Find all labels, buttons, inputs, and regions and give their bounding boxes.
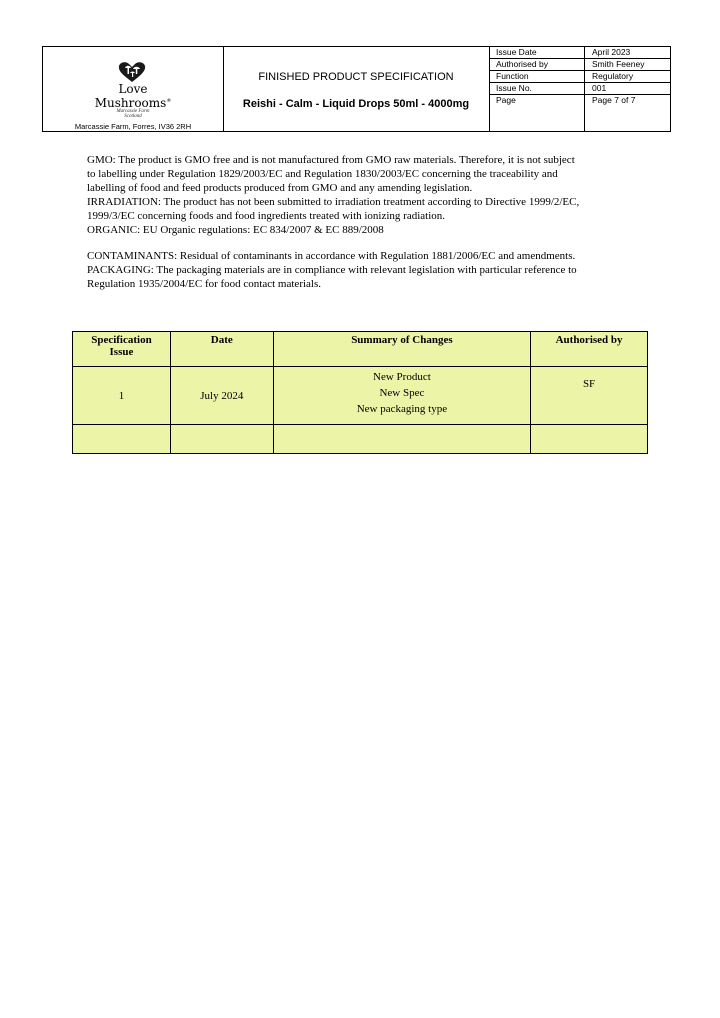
meta-value: 001 [592, 83, 607, 93]
column-header-summary: Summary of Changes [273, 332, 530, 367]
meta-label: Page [490, 95, 585, 131]
text-line: to labelling under Regulation 1829/2003/EC and Regulation 1830/2003/EC concerning the traceability and [87, 168, 558, 180]
logo-wordmark-mushrooms: Mushrooms® [94, 96, 172, 110]
change-history-table [72, 331, 648, 454]
column-header-date: Date [170, 332, 273, 367]
meta-value: Regulatory [592, 71, 634, 81]
meta-label: Function [490, 71, 585, 82]
text-line: IRRADIATION: The product has not been submitted to irradiation treatment according to Directive 1999/2/EC, [87, 196, 580, 208]
meta-label: Authorised by [490, 59, 585, 70]
empty-cell [531, 425, 648, 454]
meta-row-issue-date [490, 47, 670, 59]
mushroom-heart-logo-icon [117, 61, 147, 83]
meta-value: Smith Feeney [592, 59, 645, 69]
column-header-spec-issue: Specification Issue [73, 332, 171, 367]
logo-subtitle-farm: Marcassie Farm [116, 109, 150, 114]
meta-label: Issue Date [490, 47, 585, 58]
text-line: 1999/3/EC concerning foods and food ingredients treated with ionizing radiation. [87, 210, 446, 222]
table-row [73, 367, 648, 425]
text-line: labelling of food and feed products produced from GMO and any amending legislation. [87, 182, 473, 194]
document-header [42, 46, 671, 132]
empty-cell [273, 425, 530, 454]
cell-authorised-by: SF [531, 367, 648, 425]
regulatory-paragraph-gmo-irradiation-organic [87, 153, 647, 237]
summary-line: New packaging type [356, 403, 448, 415]
regulatory-paragraph-contaminants-packaging [87, 249, 647, 291]
summary-line: New Product [373, 371, 431, 383]
cell-date: July 2024 [170, 367, 273, 425]
product-title: Reishi - Calm - Liquid Drops 50ml - 4000mg [242, 98, 470, 110]
document-title: FINISHED PRODUCT SPECIFICATION [258, 71, 454, 83]
meta-row-function [490, 71, 670, 83]
table-header-row [73, 332, 648, 367]
empty-cell [73, 425, 171, 454]
empty-cell [170, 425, 273, 454]
meta-row-authorised-by [490, 59, 670, 71]
text-line: Regulation 1935/2004/EC for food contact materials. [87, 278, 322, 290]
meta-value: April 2023 [592, 47, 631, 57]
summary-line: New Spec [379, 387, 425, 399]
meta-row-page [490, 95, 670, 131]
document-meta-table [490, 47, 670, 131]
text-line: ORGANIC: EU Organic regulations: EC 834/2007 & EC 889/2008 [87, 224, 384, 236]
table-row-empty [73, 425, 648, 454]
meta-value: Page 7 of 7 [592, 95, 636, 105]
company-address: Marcassie Farm, Forres, IV36 2RH [74, 122, 192, 131]
title-cell [223, 47, 490, 131]
logo-subtitle-country: Scotland [124, 114, 142, 119]
text-line: CONTAMINANTS: Residual of contaminants in accordance with Regulation 1881/2006/EC and amendments. [87, 250, 576, 262]
meta-label: Issue No. [490, 83, 585, 94]
text-line: GMO: The product is GMO free and is not manufactured from GMO raw materials. Therefore, it is not subject [87, 154, 575, 166]
text-line: PACKAGING: The packaging materials are in compliance with relevant legislation with particular reference to [87, 264, 577, 276]
column-header-authorised-by: Authorised by [531, 332, 648, 367]
cell-summary [273, 367, 530, 425]
cell-issue: 1 [73, 367, 171, 425]
meta-row-issue-no [490, 83, 670, 95]
logo-cell [43, 47, 224, 131]
logo-wordmark-love: Love [118, 82, 148, 96]
